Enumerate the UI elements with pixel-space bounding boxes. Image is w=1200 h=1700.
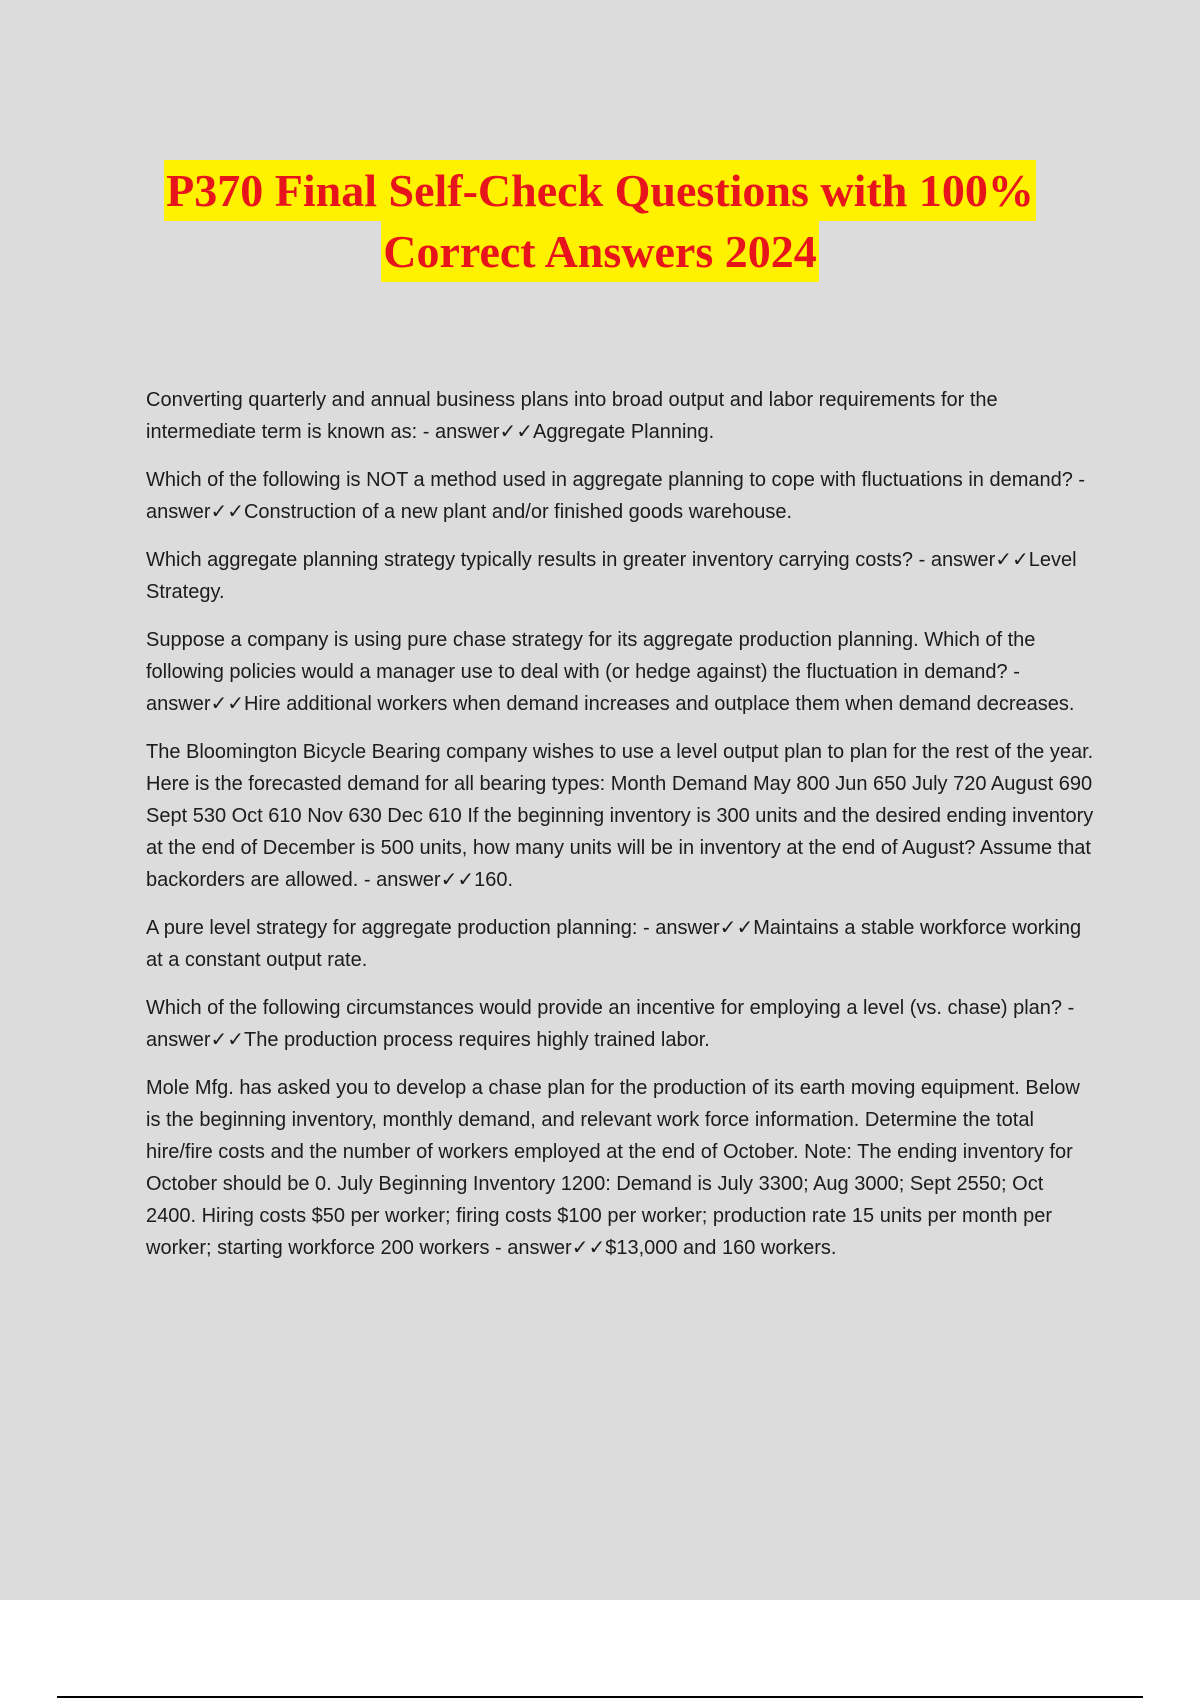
question-6: A pure level strategy for aggregate production planning: - answer✓✓Maintains a stable workforce working at a constant output rate. [146, 917, 1082, 971]
question-list [146, 384, 1096, 1280]
question-4: Suppose a company is using pure chase strategy for its aggregate production planning. Which of the following policies would a manager use to deal with (or hedge against) the fluctuation in demand? - answer✓✓Hire additional workers when demand increases and outplace them when demand decreases. [146, 629, 1075, 715]
question-3: Which aggregate planning strategy typically results in greater inventory carrying costs? - answer✓✓Level Strategy. [146, 549, 1077, 603]
question-7: Which of the following circumstances would provide an incentive for employing a level (vs. chase) plan? - answer✓✓The production process requires highly trained labor. [146, 997, 1075, 1051]
question-8: Mole Mfg. has asked you to develop a chase plan for the production of its earth moving equipment. Below is the beginning inventory, monthly demand, and relevant work force information. Determine the total hire/fire costs and the number of workers employed at the end of October. Note: The ending inventory for October should be 0. July Beginning Inventory 1200: Demand is July 3300; Aug 3000; Sept 2550; Oct 2400. Hiring costs $50 per worker; firing costs $100 per worker; production rate 15 units per month per worker; starting workforce 200 workers - answer✓✓$13,000 and 160 workers. [146, 1077, 1080, 1259]
footer-divider [57, 1696, 1143, 1698]
title-line-1: P370 Final Self-Check Questions with 100% [164, 160, 1036, 221]
title-line-2: Correct Answers 2024 [381, 221, 819, 282]
document-title [0, 160, 1200, 282]
question-5: The Bloomington Bicycle Bearing company wishes to use a level output plan to plan for the rest of the year. Here is the forecasted demand for all bearing types: Month Demand May 800 Jun 650 July 720 August 690 Sept 530 Oct 610 Nov 630 Dec 610 If the beginning inventory is 300 units and the desired ending inventory at the end of December is 500 units, how many units will be in inventory at the end of August? Assume that backorders are allowed. - answer✓✓160. [146, 741, 1094, 891]
question-1: Converting quarterly and annual business plans into broad output and labor requirements for the intermediate term is known as: - answer✓✓Aggregate Planning. [146, 389, 998, 443]
question-2: Which of the following is NOT a method used in aggregate planning to cope with fluctuations in demand? - answer✓✓Construction of a new plant and/or finished goods warehouse. [146, 469, 1086, 523]
